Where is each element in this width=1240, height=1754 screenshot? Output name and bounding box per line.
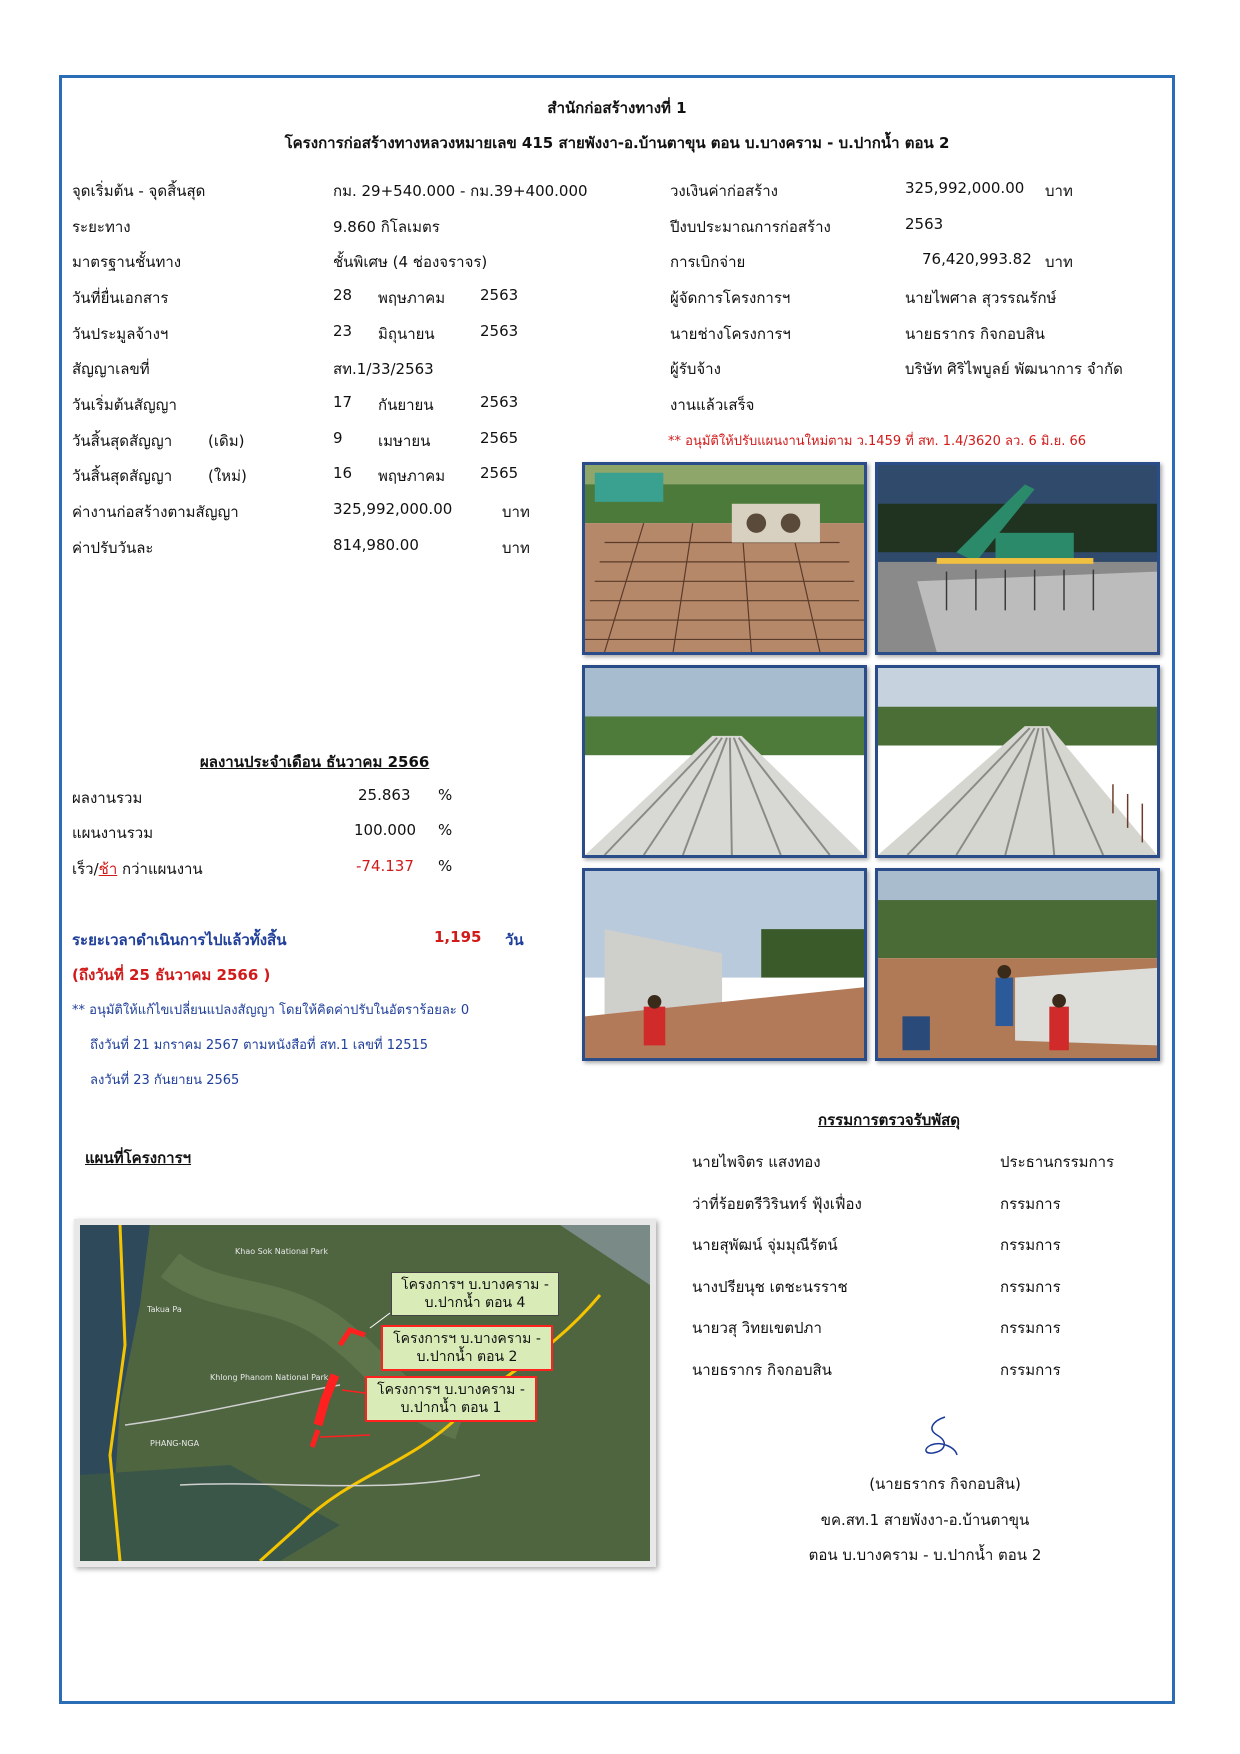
- info-value: 325,992,000.00: [905, 179, 1025, 197]
- approval-note: ** อนุมัติให้ปรับแผนงานใหม่ตาม ว.1459 ที่ สท. 1.4/3620 ลว. 6 มิ.ย. 66: [668, 434, 1087, 449]
- committee-title: กรรมการตรวจรับพัสดุ: [818, 1111, 961, 1129]
- committee-member-role: กรรมการ: [1000, 1277, 1061, 1296]
- extension-note-1: ** อนุมัติให้แก้ไขเปลี่ยนแปลงสัญญา โดยให้คิดค่าปรับในอัตราร้อยละ 0: [72, 1003, 470, 1018]
- info-label: ปีงบประมาณการก่อสร้าง: [670, 218, 831, 236]
- duration-value: 1,195: [434, 928, 482, 946]
- info-value: ชั้นพิเศษ (4 ช่องจราจร): [333, 253, 488, 271]
- info-value: 76,420,993.82: [922, 250, 1032, 268]
- extension-note-3: ลงวันที่ 23 กันยายน 2565: [90, 1073, 240, 1088]
- map-callout-section-4: โครงการฯ บ.บางคราม - บ.ปากน้ำ ตอน 4: [391, 1272, 559, 1316]
- duration-as-of: (ถึงวันที่ 25 ธันวาคม 2566 ): [72, 966, 271, 984]
- info-label: วันสิ้นสุดสัญญา: [72, 432, 173, 450]
- info-value-year: 2565: [480, 464, 519, 482]
- office-title: สำนักก่อสร้างทางที่ 1: [547, 99, 687, 117]
- info-value-year: 2563: [480, 393, 519, 411]
- info-label-qualifier: (เดิม): [208, 432, 245, 450]
- committee-member-role: กรรมการ: [1000, 1236, 1061, 1254]
- info-label: มาตรฐานชั้นทาง: [72, 253, 182, 271]
- info-value-month: กันยายน: [378, 396, 434, 414]
- committee-member-name: นายวสุ วิทยเขตปภา: [692, 1319, 822, 1337]
- committee-member-name: ว่าที่ร้อยตรีวิรินทร์ ฟุ้งเฟื่อง: [692, 1194, 862, 1213]
- info-value-month: พฤษภาคม: [378, 467, 446, 485]
- map-place-khlong-phanom: Khlong Phanom National Park: [210, 1373, 329, 1382]
- site-photo-1: [582, 462, 867, 655]
- info-value-unit: บาท: [1045, 253, 1073, 271]
- info-value-year: 2563: [480, 286, 519, 304]
- info-label: นายช่างโครงการฯ: [670, 325, 791, 343]
- info-value-unit: บาท: [502, 539, 530, 557]
- map-place-phang-nga: PHANG-NGA: [150, 1439, 200, 1448]
- committee-member-name: นางปรียนุช เตชะนรราช: [692, 1277, 848, 1296]
- info-label: วงเงินค่าก่อสร้าง: [670, 182, 778, 200]
- site-photo-2: [875, 462, 1160, 655]
- progress-total-unit: %: [438, 786, 453, 804]
- committee-member-name: นายสุพัฒน์ จุ่มมุณีรัตน์: [692, 1236, 838, 1254]
- signature-title-2: ตอน บ.บางคราม - บ.ปากน้ำ ตอน 2: [808, 1546, 1042, 1564]
- info-label: จุดเริ่มต้น - จุดสิ้นสุด: [72, 182, 206, 200]
- info-label: สัญญาเลขที่: [72, 360, 150, 378]
- info-value: 16: [333, 464, 353, 482]
- site-photo-4: [875, 665, 1160, 858]
- plan-total-unit: %: [438, 821, 453, 839]
- variance-unit: %: [438, 857, 453, 875]
- info-label: ค่างานก่อสร้างตามสัญญา: [72, 503, 239, 521]
- site-photo-3: [582, 665, 867, 858]
- info-value-month: เมษายน: [378, 432, 431, 450]
- info-label: การเบิกจ่าย: [670, 253, 746, 271]
- info-value: 2563: [905, 215, 944, 233]
- info-value: 28: [333, 286, 353, 304]
- map-callout-section-1: โครงการฯ บ.บางคราม - บ.ปากน้ำ ตอน 1: [365, 1376, 537, 1422]
- extension-note-2: ถึงวันที่ 21 มกราคม 2567 ตามหนังสือที่ สท.1 เลขที่ 12515: [90, 1038, 429, 1053]
- variance-value: -74.137: [356, 857, 414, 875]
- info-value: 325,992,000.00: [333, 500, 453, 518]
- map-place-takua-pa: Takua Pa: [147, 1305, 182, 1314]
- signature-title-1: ขค.สท.1 สายพังงา-อ.บ้านตาขุน: [820, 1511, 1030, 1529]
- signature-name: (นายธรากร กิจกอบสิน): [869, 1475, 1021, 1493]
- map-place-khao-sok: Khao Sok National Park: [235, 1247, 328, 1256]
- duration-unit: วัน: [505, 931, 524, 949]
- info-label: วันเริ่มต้นสัญญา: [72, 396, 177, 414]
- info-label: ผู้รับจ้าง: [670, 360, 721, 378]
- info-label: ระยะทาง: [72, 218, 131, 236]
- info-value: สท.1/33/2563: [333, 360, 434, 378]
- info-value: นายธรากร กิจกอบสิน: [905, 325, 1045, 343]
- info-label: วันประมูลจ้างฯ: [72, 325, 169, 343]
- plan-total-value: 100.000: [354, 821, 417, 839]
- duration-label: ระยะเวลาดำเนินการไปแล้วทั้งสิ้น: [72, 931, 287, 949]
- map-callout-section-2: โครงการฯ บ.บางคราม - บ.ปากน้ำ ตอน 2: [381, 1325, 553, 1371]
- info-label: งานแล้วเสร็จ: [670, 396, 755, 414]
- committee-member-name: นายธรากร กิจกอบสิน: [692, 1360, 832, 1379]
- progress-total-label: ผลงานรวม: [72, 789, 143, 807]
- info-value: 23: [333, 322, 353, 340]
- info-value: 17: [333, 393, 353, 411]
- info-label: ค่าปรับวันละ: [72, 539, 154, 557]
- committee-member-role: กรรมการ: [1000, 1360, 1061, 1379]
- info-value: กม. 29+540.000 - กม.39+400.000: [333, 182, 588, 200]
- project-title: โครงการก่อสร้างทางหลวงหมายเลข 415 สายพังงา-อ.บ้านตาขุน ตอน บ.บางคราม - บ.ปากน้ำ ตอน 2: [284, 134, 950, 152]
- progress-total-value: 25.863: [358, 786, 411, 804]
- committee-member-role: ประธานกรรมการ: [1000, 1153, 1115, 1171]
- info-value: 814,980.00: [333, 536, 419, 554]
- info-label: วันที่ยื่นเอกสาร: [72, 289, 169, 307]
- info-value: 9: [333, 429, 343, 447]
- info-label-qualifier: (ใหม่): [208, 467, 247, 485]
- info-label: ผู้จัดการโครงการฯ: [670, 289, 791, 307]
- info-value-year: 2565: [480, 429, 519, 447]
- info-value: 9.860 กิโลเมตร: [333, 218, 440, 236]
- info-value: บริษัท ศิริไพบูลย์ พัฒนาการ จำกัด: [905, 360, 1123, 378]
- variance-label: เร็ว/ช้า กว่าแผนงาน: [72, 860, 203, 878]
- progress-title: ผลงานประจำเดือน ธันวาคม 2566: [200, 753, 430, 771]
- info-value-unit: บาท: [1045, 182, 1073, 200]
- info-value-month: มิถุนายน: [378, 325, 435, 343]
- committee-member-role: กรรมการ: [1000, 1194, 1061, 1213]
- signature-mark: [915, 1415, 975, 1460]
- plan-total-label: แผนงานรวม: [72, 824, 154, 842]
- site-photo-5: [582, 868, 867, 1061]
- info-value-year: 2563: [480, 322, 519, 340]
- map-heading: แผนที่โครงการฯ: [85, 1149, 192, 1167]
- site-photo-6: [875, 868, 1160, 1061]
- info-label: วันสิ้นสุดสัญญา: [72, 467, 173, 485]
- committee-member-name: นายไพจิตร แสงทอง: [692, 1153, 821, 1171]
- info-value-month: พฤษภาคม: [378, 289, 446, 307]
- committee-member-role: กรรมการ: [1000, 1319, 1061, 1337]
- info-value: นายไพศาล สุวรรณรักษ์: [905, 289, 1057, 307]
- info-value-unit: บาท: [502, 503, 530, 521]
